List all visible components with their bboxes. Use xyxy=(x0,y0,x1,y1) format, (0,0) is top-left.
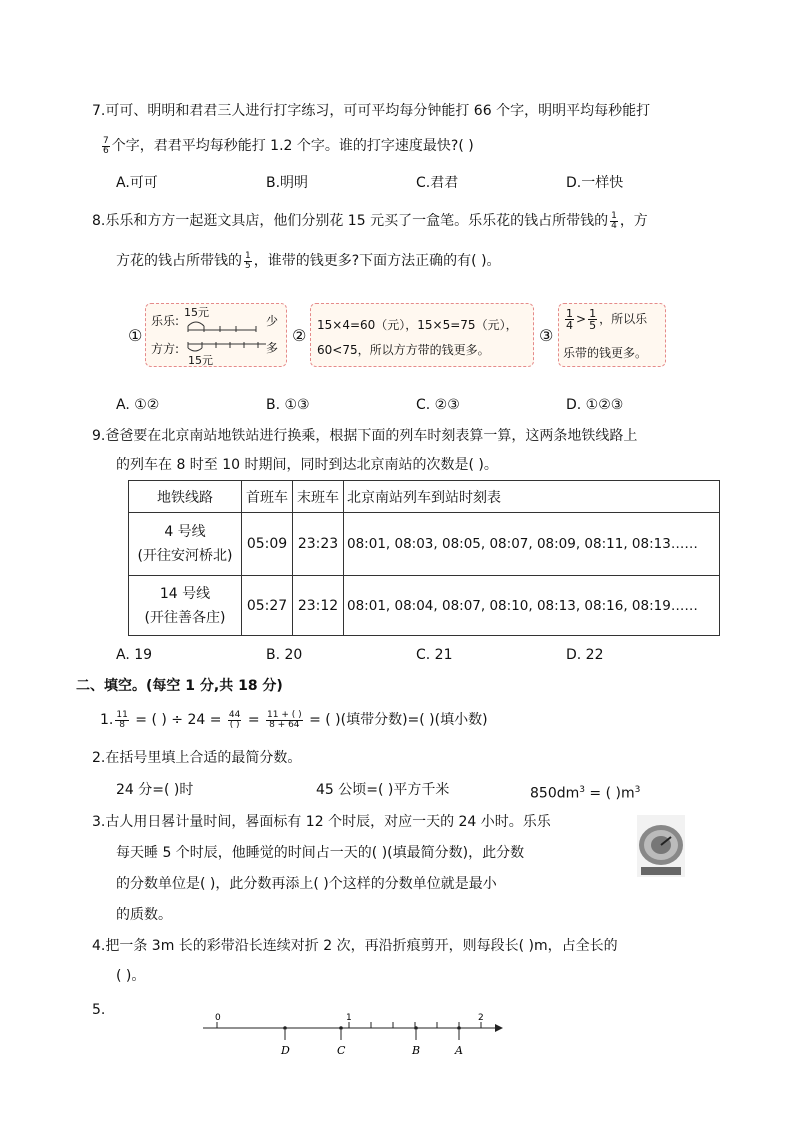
fill-2-a: 24 分=( )时 xyxy=(116,782,194,798)
q8-fraction-1: $\frac{1}{4}$ xyxy=(611,210,617,231)
fill-3-line2: 每天睡 5 个时辰，他睡觉的时间占一天的( )(填最简分数)，此分数 xyxy=(116,845,525,861)
table-cell-line: 14 号线 (开往善各庄) xyxy=(129,576,242,636)
fill-3-line1: 3.古人用日晷计量时间，晷面标有 12 个时辰，对应一天的 24 小时。乐乐 xyxy=(92,814,551,830)
point-a-label: A xyxy=(455,1044,463,1057)
fill-2-line: 2.在括号里填上合适的最简分数。 xyxy=(92,750,302,766)
method-2-label: ② xyxy=(292,326,307,345)
tick-label-2: 2 xyxy=(478,1013,484,1023)
fill-4-line2: ( )。 xyxy=(116,968,146,984)
table-cell-first: 05:27 xyxy=(242,576,293,636)
q9-option-d: D. 22 xyxy=(566,647,604,663)
table-cell-last: 23:23 xyxy=(293,513,344,576)
fill-4-line1: 4.把一条 3m 长的彩带沿长连续对折 2 次，再沿折痕剪开，则每段长( )m，占全长的 xyxy=(92,938,618,954)
table-header-times: 北京南站列车到站时刻表 xyxy=(344,481,720,513)
fill-1: 1. $\frac{11}{8}$ = ( ) ÷ 24 = $\frac{44}{( )}$ = $\frac{11 + ( )}{8 + 64}$ = ( )(填带分数)=( )(填小数) xyxy=(100,709,488,730)
q8-option-b: B. ①③ xyxy=(266,397,310,413)
q9-line2: 的列车在 8 时至 10 时期间，同时到达北京南站的次数是( )。 xyxy=(116,457,498,473)
q7-line1: 7.可可、明明和君君三人进行打字练习，可可平均每分钟能打 66 个字，明明平均每秒能打 xyxy=(92,103,651,119)
q8-fraction-2: $\frac{1}{5}$ xyxy=(245,250,251,271)
q8-line1: 8.乐乐和方方一起逛文具店，他们分别花 15 元买了一盒笔。乐乐花的钱占所带钱的 $\frac{1}{4}$ ，方 xyxy=(92,210,648,231)
method-1-box xyxy=(145,303,287,367)
method-1-segment-diagram xyxy=(186,318,266,354)
point-d-label: D xyxy=(281,1044,290,1057)
q9-option-b: B. 20 xyxy=(266,647,303,663)
q8-option-a: A. ①② xyxy=(116,397,160,413)
q9-option-c: C. 21 xyxy=(416,647,453,663)
method-2-line1: 15×4=60（元），15×5=75（元）， xyxy=(317,318,518,332)
table-cell-line: 4 号线 (开往安河桥北) xyxy=(129,513,242,576)
table-cell-times: 08:01, 08:03, 08:05, 08:07, 08:09, 08:11, 08:13…… xyxy=(344,513,720,576)
method-1-amount-bottom: 15元 xyxy=(188,354,213,367)
point-c-label: C xyxy=(337,1044,346,1057)
method-1-label: ① xyxy=(128,326,143,345)
table-header-last: 末班车 xyxy=(293,481,344,513)
fill-2-b: 45 公顷=( )平方千米 xyxy=(316,782,450,798)
number-line xyxy=(195,1008,515,1060)
table-cell-times: 08:01, 08:04, 08:07, 08:10, 08:13, 08:16, 08:19…… xyxy=(344,576,720,636)
method-3-expression: $\frac{1}{4}$ > $\frac{1}{5}$ ，所以乐 xyxy=(566,307,648,332)
table-cell-first: 05:09 xyxy=(242,513,293,576)
point-b-label: B xyxy=(412,1044,421,1057)
method-1-amount-top: 15元 xyxy=(184,306,209,319)
method-3-line2: 乐带的钱更多。 xyxy=(563,346,648,360)
method-2-line2: 60<75，所以方方带的钱更多。 xyxy=(317,343,490,357)
method-1-less: 少 xyxy=(266,314,279,328)
table-header-line: 地铁线路 xyxy=(129,481,242,513)
method-2-box xyxy=(310,303,534,367)
table-header-first: 首班车 xyxy=(242,481,293,513)
q9-option-a: A. 19 xyxy=(116,647,153,663)
method-1-row1: 乐乐: xyxy=(151,314,180,328)
q7-option-b: B.明明 xyxy=(266,175,309,191)
sundial-image xyxy=(637,815,685,877)
q7-line2: $\frac{7}{6}$ 个字，君君平均每秒能打 1.2 个字。谁的打字速度最快?( ) xyxy=(103,135,474,156)
fill-3-line4: 的质数。 xyxy=(116,907,172,923)
q8-line2: 方花的钱占所带钱的 $\frac{1}{5}$ ，谁带的钱更多?下面方法正确的有( )。 xyxy=(116,250,501,271)
subway-timetable xyxy=(128,480,720,636)
q7-fraction: $\frac{7}{6}$ xyxy=(103,135,109,156)
fill-3-line3: 的分数单位是( )，此分数再添上( )个这样的分数单位就是最小 xyxy=(116,876,497,892)
table-row xyxy=(129,513,720,576)
method-3-box xyxy=(558,303,666,367)
section-2-title: 二、填空。(每空 1 分,共 18 分) xyxy=(76,678,283,694)
fill-5-prefix: 5. xyxy=(92,1002,106,1018)
method-3-label: ③ xyxy=(539,326,554,345)
tick-label-0: 0 xyxy=(215,1013,221,1023)
table-row xyxy=(129,576,720,636)
table-cell-last: 23:12 xyxy=(293,576,344,636)
tick-label-1: 1 xyxy=(346,1013,352,1023)
q7-option-d: D.一样快 xyxy=(566,175,624,191)
q9-line1: 9.爸爸要在北京南站地铁站进行换乘，根据下面的列车时刻表算一算，这两条地铁线路上 xyxy=(92,428,638,444)
q8-option-d: D. ①②③ xyxy=(566,397,624,413)
method-1-more: 多 xyxy=(266,341,279,355)
q7-option-a: A.可可 xyxy=(116,175,158,191)
method-1-row2: 方方: xyxy=(151,342,180,356)
q8-option-c: C. ②③ xyxy=(416,397,460,413)
q7-option-c: C.君君 xyxy=(416,175,459,191)
fill-2-c: $850dm^3$ = ( )$m^3$ xyxy=(530,785,641,802)
